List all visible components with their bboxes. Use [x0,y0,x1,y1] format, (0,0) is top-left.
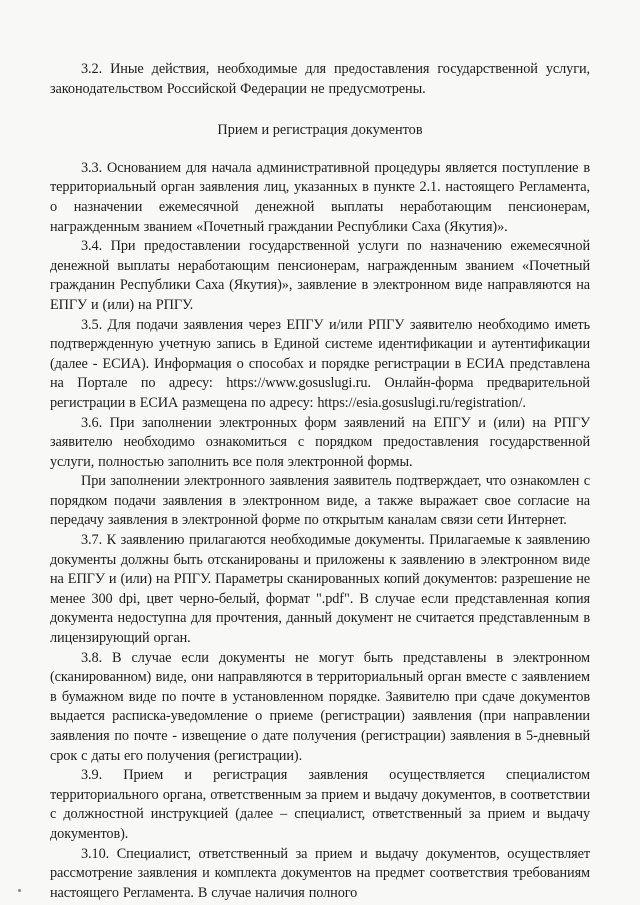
paragraph-3-9: 3.9. Прием и регистрация заявления осуществляется специалистом территориального органа, ответственным за прием и выдачу документов, в соответствии с должностной инструкцией (далее – специалист, ответственный за прием и выдачу документов). [50,767,590,842]
paragraph-3-7: 3.7. К заявлению прилагаются необходимые документы. Прилагаемые к заявлению документы должны быть отсканированы и приложены к заявлению в электронном виде на ЕПГУ и (или) на РПГУ. Параметры сканированных копий документов: разрешение не менее 300 dpi, цвет черно-белый, формат ".pdf". В случае если представленная копия документа недоступна для прочтения, данный документ не считается представленным в лицензирующий орган. [50,532,590,647]
paragraph-3-10: 3.10. Специалист, ответственный за прием и выдачу документов, осуществляет рассмотрение заявления и комплекта документов на предмет соответствия требованиям настоящего Регламента. В случае наличия полного [50,845,590,901]
paragraph-3-4: 3.4. При предоставлении государственной услуги по назначению ежемесячной денежной выплаты неработающим пенсионерам, награжденным званием «Почетный гражданин Республики Саха (Якутия)», заявление в электронном виде направляются на ЕПГУ и (или) на РПГУ. [50,238,590,313]
paragraph-3-6-continued: При заполнении электронного заявления заявитель подтверждает, что ознакомлен с порядком подачи заявления в электронном виде, а также выражает свое согласие на передачу заявления в электронной форме по открытым каналам связи сети Интернет. [50,473,590,529]
paragraph-3-2: 3.2. Иные действия, необходимые для предоставления государственной услуги, законодательством Российской Федерации не предусмотрены. [50,61,590,97]
paragraph-3-8: 3.8. В случае если документы не могут быть представлены в электронном (сканированном) виде, они направляются в территориальный орган вместе с заявлением в бумажном виде по почте в установленном порядке. Заявителю при сдаче документов выдается расписка-уведомление о приеме (регистрации) заявления (при направлении заявления по почте - извещение о дате получения (регистрации) заявления в 5-дневный срок с даты его получения (регистрации). [50,649,590,764]
section-heading: Прием и регистрация документов [217,122,423,139]
paragraph-3-6: 3.6. При заполнении электронных форм заявлений на ЕПГУ и (или) на РПГУ заявителю необходимо ознакомиться с порядком предоставления государственной услуги, полностью заполнить все поля электронной формы. [50,414,590,470]
scan-dot-mark [18,889,21,892]
paragraph-3-5: 3.5. Для подачи заявления через ЕПГУ и/или РПГУ заявителю необходимо иметь подтвержденную учетную запись в Единой системе идентификации и аутентификации (далее - ЕСИА). Информация о способах и порядке регистрации в ЕСИА представлена на Портале по адресу: https://www.gosuslugi.ru. Онлайн-форма предварительной регистрации в ЕСИА размещена по адресу: https://esia.gosuslugi.ru/registration/. [50,316,590,411]
paragraph-3-3: 3.3. Основанием для начала административной процедуры является поступление в территориальный орган заявления лиц, указанных в пункте 2.1. настоящего Регламента, о назначении ежемесячной денежной выплаты неработающим пенсионерам, награжденным званием «Почетный граждании Республики Саха (Якутия)». [50,159,590,235]
